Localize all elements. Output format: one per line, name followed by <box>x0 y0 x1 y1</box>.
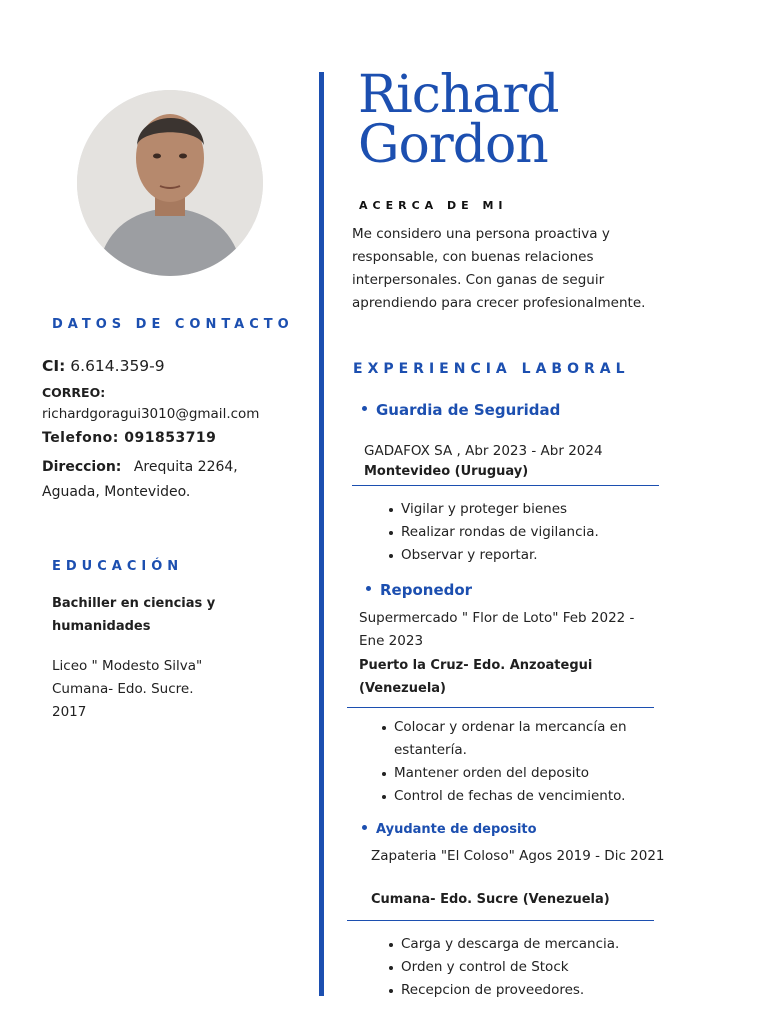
first-name: Richard <box>358 65 559 125</box>
list-item: Realizar rondas de vigilancia. <box>401 521 599 544</box>
email-label: CORREO: <box>42 385 106 400</box>
job-title: Ayudante de deposito <box>362 822 537 837</box>
education-school: Liceo " Modesto Silva" <box>52 658 203 674</box>
phone: Telefono: 091853719 <box>42 430 217 446</box>
email-value[interactable]: richardgoragui3010@gmail.com <box>42 406 260 422</box>
job-task-list <box>376 716 679 808</box>
person-silhouette-icon <box>77 90 263 276</box>
bullet-dot-icon <box>362 825 367 830</box>
bullet-dot-icon <box>362 406 367 411</box>
job-task-list <box>383 933 619 1002</box>
list-item: Carga y descarga de mercancia. <box>401 933 619 956</box>
about-heading: ACERCA DE MI <box>359 199 508 212</box>
experience-heading: EXPERIENCIA LABORAL <box>353 361 630 377</box>
address-label: Direccion: <box>42 459 122 475</box>
education-location: Cumana- Edo. Sucre. <box>52 681 194 697</box>
bullet-dot-icon <box>366 586 371 591</box>
job-company-dates: Zapateria "El Coloso" Agos 2019 - Dic 2021 <box>371 848 665 864</box>
job-divider <box>347 707 654 708</box>
list-item: Colocar y ordenar la mercancía en estantería. <box>394 716 679 762</box>
list-item: Recepcion de proveedores. <box>401 979 619 1002</box>
job-divider <box>352 485 659 486</box>
job-divider <box>347 920 654 921</box>
education-details <box>52 655 202 724</box>
ci-line <box>42 357 165 375</box>
job-task-list <box>383 498 599 567</box>
address-line2: Aguada, Montevideo. <box>42 484 191 500</box>
contact-heading: DATOS DE CONTACTO <box>52 317 294 332</box>
job-location: Montevideo (Uruguay) <box>364 464 529 479</box>
profile-photo <box>77 90 263 276</box>
list-item: Observar y reportar. <box>401 544 599 567</box>
ci-value: 6.614.359-9 <box>70 357 165 375</box>
education-year: 2017 <box>52 704 87 720</box>
ci-label: CI: <box>42 357 66 375</box>
list-item: Control de fechas de vencimiento. <box>394 785 679 808</box>
list-item: Vigilar y proteger bienes <box>401 498 599 521</box>
education-heading: EDUCACIÓN <box>52 559 184 574</box>
job-title: Guardia de Seguridad <box>362 401 560 419</box>
job-company-dates: GADAFOX SA , Abr 2023 - Abr 2024 <box>364 443 603 459</box>
last-name: Gordon <box>358 115 548 175</box>
job-company-dates: Supermercado " Flor de Loto" Feb 2022 - Ene 2023 <box>359 610 635 649</box>
job-location: Cumana- Edo. Sucre (Venezuela) <box>371 892 610 907</box>
list-item: Mantener orden del deposito <box>394 762 679 785</box>
job-title: Reponedor <box>366 581 472 599</box>
address <box>42 455 302 505</box>
vertical-divider <box>319 72 324 996</box>
full-name <box>358 65 678 175</box>
job-location: Puerto la Cruz- Edo. Anzoategui (Venezuela) <box>359 658 593 696</box>
address-value: Arequita 2264, <box>133 459 238 475</box>
about-text: Me considero una persona proactiva y responsable, con buenas relaciones interpersonales. Con ganas de seguir aprendiendo para crecer profesionalmente. <box>352 226 646 311</box>
education-degree: Bachiller en ciencias y humanidades <box>52 596 216 634</box>
list-item: Orden y control de Stock <box>401 956 619 979</box>
